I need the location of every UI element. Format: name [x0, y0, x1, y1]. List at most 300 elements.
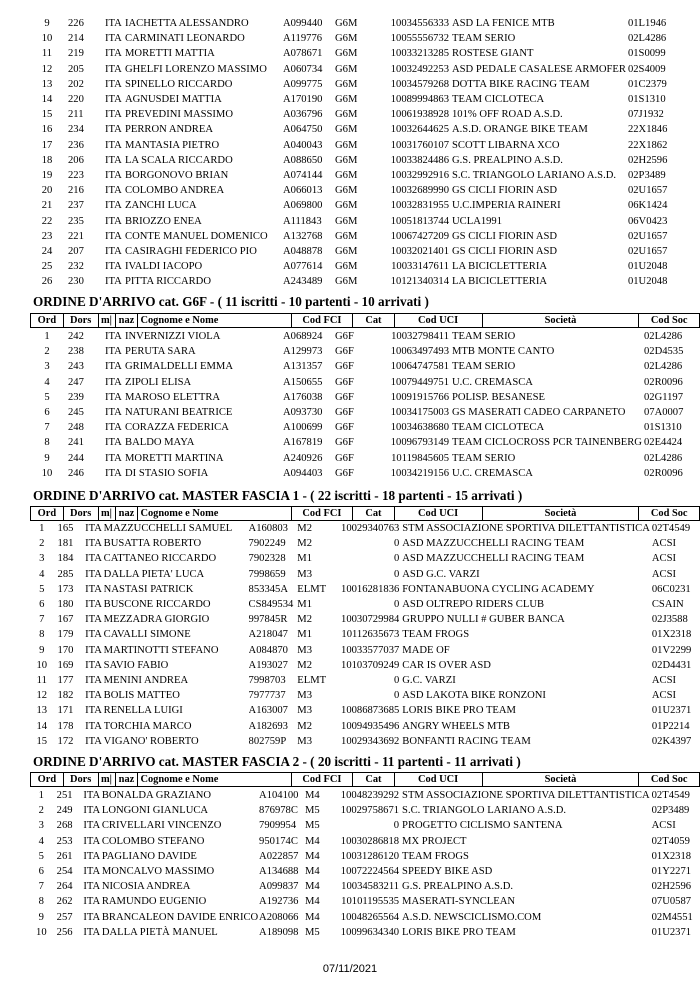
cell-name: NASTASI PATRICK: [103, 583, 194, 595]
g6f-results-table: [30, 329, 699, 481]
cell-naz: ITA: [85, 690, 102, 702]
cell-name: NATURANI BEATRICE: [125, 407, 233, 419]
cell-cat: G6F: [335, 391, 354, 403]
cell-soc: MTB MONTE CANTO: [452, 346, 555, 358]
cell-dors: 181: [57, 538, 74, 550]
cell-soc: STM ASSOCIAZIONE SPORTIVA DILETTANTISTICA: [402, 523, 650, 534]
cell-cod: 06V0423: [627, 215, 668, 227]
cell-naz: ITA: [85, 629, 102, 641]
cell-cat: G6M: [335, 154, 358, 166]
table-row: [30, 688, 700, 703]
header-uci: Cod UCI: [394, 507, 482, 521]
cell-fci: A243489: [283, 276, 323, 288]
cell-fci: A066013: [283, 185, 323, 197]
cell-cat: M4: [304, 790, 320, 801]
cell-ord: 12: [41, 63, 53, 75]
cell-dors: 235: [68, 215, 84, 227]
cell-uci: 10029758671: [340, 805, 400, 817]
cell-fci: A078671: [283, 48, 323, 60]
cell-soc: TEAM SERIO: [452, 331, 516, 342]
cell-fci: A040043: [283, 139, 323, 151]
cell-naz: ITA: [85, 599, 102, 611]
cell-soc: GS CICLI FIORIN ASD: [452, 230, 558, 242]
cell-soc: LORIS BIKE PRO TEAM: [402, 705, 516, 717]
cell-fci: A084870: [248, 644, 288, 656]
cell-cat: M3: [297, 735, 313, 747]
cell-uci: 10096793149: [390, 437, 449, 449]
cell-soc: CAR IS OVER ASD: [402, 659, 491, 671]
cell-name: CONTE MANUEL DOMENICO: [125, 230, 268, 242]
footer-date: 07/11/2021: [322, 963, 378, 975]
cell-cat: G6M: [335, 63, 358, 75]
cell-name: RAMUNDO EUGENIO: [101, 896, 207, 908]
cell-cat: M4: [304, 835, 320, 847]
cell-cat: M5: [304, 805, 320, 817]
cell-name: BALDO MAYA: [125, 437, 195, 449]
cell-ord: 12: [36, 690, 48, 702]
cell-cat: M1: [297, 629, 313, 641]
cell-ord: 14: [41, 94, 53, 106]
header-ord: Ord: [31, 314, 64, 328]
cell-soc: STM ASSOCIAZIONE SPORTIVA DILETTANTISTICA: [402, 790, 650, 801]
cell-cod: 02H2596: [651, 881, 692, 893]
cell-ord: 11: [41, 48, 53, 60]
cell-fci: A099440: [283, 18, 323, 29]
cell-fci: A111843: [283, 215, 322, 227]
table-row: [30, 910, 700, 925]
cell-name: SPINELLO RICCARDO: [125, 78, 233, 90]
header-cod: Cod Soc: [639, 507, 700, 521]
table-row: [30, 803, 700, 818]
cell-name: TORCHIA MARCO: [103, 720, 192, 732]
cell-naz: ITA: [83, 805, 101, 817]
cell-soc: TEAM FROGS: [402, 850, 469, 862]
cell-uci: 0: [393, 675, 400, 687]
cell-soc: ROSTESE GIANT: [452, 48, 534, 60]
cell-uci: 10119845605: [391, 452, 449, 464]
cell-uci: 10121340314: [390, 276, 449, 288]
cell-soc: A.S.D. NEWSCICLISMO.COM: [402, 911, 542, 923]
cell-dors: 230: [68, 276, 84, 288]
cell-cod: 02D4431: [651, 659, 692, 671]
cell-fci: 7998659: [248, 568, 286, 580]
cell-uci: 0: [393, 820, 400, 832]
cell-ord: 4: [39, 568, 45, 580]
header-cod: Cod Soc: [639, 773, 700, 787]
cell-dors: 243: [68, 361, 84, 373]
cell-dors: 256: [56, 926, 73, 938]
cell-cod: 02P3489: [651, 805, 690, 817]
table-row: [30, 551, 700, 566]
cell-name: MAROSO ELETTRA: [125, 391, 221, 403]
cell-uci: 0: [393, 599, 400, 611]
cell-name: VIGANO' ROBERTO: [103, 735, 199, 747]
cell-ord: 9: [39, 644, 45, 656]
cell-dors: 236: [68, 139, 84, 151]
cell-ord: 13: [36, 705, 48, 717]
cell-name: BRIOZZO ENEA: [125, 215, 202, 227]
cell-soc: GRUPPO NULLI # GUBER BANCA: [402, 614, 565, 626]
table-row: [30, 435, 699, 450]
cell-cat: G6F: [335, 407, 354, 419]
cell-dors: 211: [68, 109, 84, 121]
cell-dors: 254: [56, 866, 73, 878]
cell-fci: 7909954: [259, 820, 297, 832]
cell-soc: TEAM SERIO: [452, 452, 516, 464]
table-row: [30, 153, 683, 168]
cell-fci: 876978C: [259, 805, 298, 817]
cell-fci: 997845R: [248, 614, 288, 626]
cell-uci: 0: [393, 690, 400, 702]
cell-uci: 0: [393, 553, 400, 565]
cell-naz: ITA: [85, 523, 102, 534]
cell-fci: A100699: [283, 422, 323, 434]
cell-naz: ITA: [85, 735, 102, 747]
cell-uci: 10033147611: [391, 261, 449, 273]
cell-uci: 10034579268: [390, 78, 449, 90]
cell-uci: 10091915766: [390, 391, 449, 403]
cell-ord: 1: [38, 790, 44, 801]
cell-dors: 237: [68, 200, 84, 212]
cell-fci: 802759P: [248, 735, 287, 747]
cell-cat: M2: [297, 659, 313, 671]
cell-soc: ASD PEDALE CASALESE ARMOFER: [452, 63, 626, 75]
cell-cod: ACSI: [651, 820, 676, 832]
cell-naz: ITA: [83, 820, 101, 832]
cell-soc: ASD G.C. VARZI: [402, 568, 480, 580]
cell-fci: 7902328: [248, 553, 286, 565]
cell-cod: 07U0587: [651, 896, 692, 908]
cell-uci: 10048239292: [340, 790, 400, 801]
cell-soc: TEAM CICLOTECA: [452, 94, 545, 106]
cell-fci: 7998703: [248, 675, 286, 687]
cell-ord: 22: [41, 215, 53, 227]
cell-cat: G6F: [335, 422, 354, 434]
cell-soc: BONFANTI RACING TEAM: [402, 735, 531, 747]
cell-ord: 4: [38, 835, 44, 847]
cell-cod: 01P2214: [651, 720, 690, 732]
table-row: [30, 183, 683, 198]
cell-name: PAGLIANO DAVIDE: [101, 850, 197, 862]
cell-cat: G6M: [335, 33, 358, 45]
cell-name: CRIVELLARI VINCENZO: [101, 820, 222, 832]
cell-dors: 285: [57, 568, 74, 580]
cell-dors: 178: [57, 720, 74, 732]
cell-ord: 13: [41, 78, 53, 90]
cell-cod: 01L1946: [627, 18, 667, 29]
cell-name: LONGONI GIANLUCA: [101, 805, 209, 817]
cell-cod: 02T4549: [651, 523, 691, 534]
cell-naz: ITA: [105, 170, 122, 182]
cell-uci: 10079449751: [390, 376, 449, 388]
cell-name: BONALDA GRAZIANO: [101, 790, 212, 801]
cell-dors: 221: [68, 230, 84, 242]
cell-soc: S.C. TRIANGOLO LARIANO A.S.D.: [452, 170, 617, 182]
cell-uci: 10051813744: [390, 215, 449, 227]
cell-dors: 173: [57, 583, 74, 595]
cell-uci: 10072224564: [340, 866, 400, 878]
cell-cat: G6F: [335, 467, 354, 479]
cell-fci: A099775: [283, 78, 323, 90]
cell-fci: A077614: [283, 261, 323, 273]
cell-cat: M4: [304, 881, 320, 893]
cell-cod: 02T4549: [651, 790, 690, 801]
table-row: [30, 244, 683, 259]
cell-fci: 950174C: [259, 835, 298, 847]
table-row: [30, 894, 700, 909]
header-dors: Dors: [63, 773, 98, 787]
cell-uci: 10029340763: [341, 523, 400, 534]
header-name: Cognome e Nome: [138, 507, 291, 521]
cell-uci: 10034175003: [390, 407, 449, 419]
cell-dors: 214: [68, 33, 84, 45]
table-row: [30, 719, 700, 734]
cell-dors: 220: [68, 94, 84, 106]
cell-naz: ITA: [85, 675, 102, 687]
cell-ord: 1: [39, 523, 45, 534]
cell-naz: ITA: [105, 139, 122, 151]
cell-dors: 206: [68, 154, 84, 166]
cell-ord: 3: [38, 820, 44, 832]
cell-uci: 10064747581: [390, 361, 449, 373]
cell-name: INVERNIZZI VIOLA: [125, 331, 221, 342]
cell-cod: ACSI: [651, 568, 676, 580]
header-row: [31, 507, 700, 521]
cell-fci: A176038: [283, 391, 323, 403]
cell-soc: G.C. VARZI: [402, 675, 456, 687]
cell-ord: 1: [44, 331, 50, 342]
cell-fci: A132768: [283, 230, 323, 242]
cell-dors: 167: [57, 614, 74, 626]
cell-naz: ITA: [105, 276, 122, 288]
header-name: Cognome e Nome: [138, 314, 291, 328]
cell-ord: 15: [41, 109, 53, 121]
header-ord: Ord: [31, 507, 64, 521]
cell-dors: 226: [68, 18, 84, 29]
cell-ord: 6: [39, 599, 45, 611]
cell-cod: 02U1657: [627, 185, 668, 197]
cell-uci: 10029343692: [341, 735, 400, 747]
cell-cod: 02R0096: [643, 467, 683, 479]
cell-dors: 242: [68, 331, 84, 342]
cell-naz: ITA: [85, 568, 102, 580]
cell-ord: 20: [41, 185, 53, 197]
cell-cat: M1: [297, 553, 313, 565]
table-row: [30, 375, 699, 390]
header-name: Cognome e Nome: [138, 773, 291, 787]
cell-cat: G6F: [335, 376, 354, 388]
cell-soc: ASD MAZZUCCHELLI RACING TEAM: [402, 553, 585, 565]
cell-naz: ITA: [105, 261, 122, 273]
cell-naz: ITA: [105, 185, 122, 197]
cell-cod: 22X1846: [627, 124, 668, 136]
cell-name: CASIRAGHI FEDERICO PIO: [125, 246, 257, 258]
cell-name: BOLIS MATTEO: [103, 690, 180, 702]
table-row: [30, 344, 699, 359]
cell-naz: ITA: [105, 48, 122, 60]
cell-ord: 24: [41, 246, 53, 258]
cell-soc: U.C. CREMASCA: [452, 467, 533, 479]
cell-fci: A134688: [259, 866, 299, 878]
cell-naz: ITA: [85, 538, 102, 550]
cell-uci: 10101195535: [341, 896, 400, 908]
cell-soc: SCOTT LIBARNA XCO: [452, 139, 560, 151]
cell-dors: 219: [68, 48, 84, 60]
cell-dors: 245: [68, 407, 84, 419]
cell-uci: 10089994863: [390, 94, 449, 106]
cell-ord: 9: [44, 452, 50, 464]
table-row: [30, 46, 683, 61]
cell-cat: G6M: [335, 109, 358, 121]
cell-uci: 10033213285: [390, 48, 449, 60]
cell-ord: 2: [38, 805, 44, 817]
cell-soc: DOTTA BIKE RACING TEAM: [452, 78, 590, 90]
table-row: [30, 259, 683, 274]
cell-soc: TEAM SERIO: [452, 33, 516, 45]
cell-naz: ITA: [105, 109, 122, 121]
cell-name: CARMINATI LEONARDO: [125, 33, 245, 45]
cell-cod: 02E4424: [643, 437, 683, 449]
cell-naz: ITA: [83, 850, 101, 862]
cell-fci: A094403: [283, 467, 323, 479]
cell-naz: ITA: [105, 346, 122, 358]
cell-dors: 249: [56, 805, 73, 817]
header-row: [31, 773, 700, 787]
cell-ord: 21: [41, 200, 53, 212]
cell-uci: 10061938928: [390, 109, 449, 121]
cell-dors: 251: [56, 790, 73, 801]
cell-cat: M2: [297, 614, 313, 626]
cell-cat: G6M: [335, 246, 358, 258]
cell-name: CAVALLI SIMONE: [103, 629, 191, 641]
table-row: [30, 405, 699, 420]
cell-name: PITTA RICCARDO: [125, 276, 211, 288]
cell-fci: A167819: [283, 437, 323, 449]
table-row: [30, 879, 700, 894]
table-row: [30, 658, 700, 673]
cell-ord: 25: [41, 261, 53, 273]
cell-name: CATTANEO RICCARDO: [103, 553, 217, 565]
cell-cod: 01U2371: [651, 705, 692, 717]
cell-cat: G6M: [335, 276, 358, 288]
cell-ord: 3: [39, 553, 45, 565]
header-row: [31, 314, 700, 328]
cell-cat: ELMT: [297, 583, 327, 595]
cell-cod: 01Y2271: [651, 866, 692, 878]
cell-cod: 01C2379: [627, 78, 667, 90]
cell-naz: ITA: [85, 644, 102, 656]
header-mp: m|: [98, 507, 115, 521]
cell-ord: 10: [36, 926, 47, 938]
cell-uci: 10033577037: [341, 644, 400, 656]
cell-fci: A060734: [283, 63, 323, 75]
cell-naz: ITA: [83, 911, 101, 923]
cell-cod: ACSI: [651, 675, 676, 687]
table-row: [30, 864, 700, 879]
cell-naz: ITA: [105, 124, 122, 136]
header-naz: naz: [115, 507, 138, 521]
cell-naz: ITA: [85, 553, 102, 565]
cell-cod: 02L4286: [627, 33, 667, 45]
cell-dors: 241: [68, 437, 84, 449]
cell-soc: ASD LA FENICE MTB: [452, 18, 555, 29]
cell-uci: 10016281836: [341, 583, 400, 595]
cell-ord: 4: [44, 376, 50, 388]
header-fci: Cod FCI: [291, 773, 353, 787]
cell-cat: G6F: [335, 361, 354, 373]
cell-naz: ITA: [83, 790, 101, 801]
cell-name: MEZZADRA GIORGIO: [103, 614, 210, 626]
cell-name: BORGONOVO BRIAN: [125, 170, 229, 182]
cell-name: NICOSIA ANDREA: [101, 881, 191, 893]
cell-cat: M5: [304, 926, 320, 938]
cell-naz: ITA: [85, 720, 102, 732]
cell-uci: 10099634340: [340, 926, 400, 938]
table-row: [30, 229, 683, 244]
table-row: [30, 77, 683, 92]
cell-soc: SPEEDY BIKE ASD: [402, 866, 493, 878]
cell-dors: 268: [56, 820, 73, 832]
cell-uci: 10112635673: [341, 629, 400, 641]
cell-cat: G6F: [335, 331, 354, 342]
cell-ord: 5: [44, 391, 50, 403]
cell-dors: 207: [68, 246, 84, 258]
cell-cat: G6M: [335, 185, 358, 197]
cell-dors: 216: [68, 185, 84, 197]
cell-ord: 2: [39, 538, 45, 550]
cell-uci: 10032992916: [390, 170, 449, 182]
cell-name: DALLA PIETA' LUCA: [103, 568, 205, 580]
cell-naz: ITA: [105, 200, 122, 212]
table-row: [30, 138, 683, 153]
m2-column-headers: [30, 772, 700, 787]
cell-soc: ANGRY WHEELS MTB: [402, 720, 510, 732]
cell-soc: POLISP. BESANESE: [452, 391, 546, 403]
m2-section-title: ORDINE D'ARRIVO cat. MASTER FASCIA 2 - ( 20 iscritti - 11 partenti - 11 arrivati ): [33, 754, 521, 769]
cell-uci: 10032689990: [390, 185, 449, 197]
cell-dors: 202: [68, 78, 84, 90]
cell-ord: 8: [38, 896, 44, 908]
header-soc: Società: [482, 773, 639, 787]
table-row: [30, 818, 700, 833]
cell-dors: 184: [57, 553, 74, 565]
cell-fci: A189098: [259, 926, 299, 938]
table-row: [30, 198, 683, 213]
cell-ord: 10: [36, 659, 48, 671]
m1-column-headers: [30, 506, 700, 521]
cell-cat: M5: [304, 820, 320, 832]
cell-ord: 8: [44, 437, 50, 449]
g6m-results-table: [30, 16, 683, 290]
table-row: [30, 16, 683, 31]
cell-fci: A160803: [248, 523, 288, 534]
cell-naz: ITA: [105, 215, 122, 227]
cell-soc: ASD OLTREPO RIDERS CLUB: [402, 599, 545, 611]
g6f-section-title: ORDINE D'ARRIVO cat. G6F - ( 11 iscritti - 10 partenti - 10 arrivati ): [33, 294, 429, 309]
header-naz: naz: [115, 314, 138, 328]
cell-cod: 02L4286: [643, 331, 683, 342]
cell-naz: ITA: [105, 63, 122, 75]
cell-dors: 232: [68, 261, 84, 273]
cell-cod: 02P3489: [627, 170, 666, 182]
header-ord: Ord: [31, 773, 64, 787]
cell-ord: 7: [39, 614, 45, 626]
g6f-column-headers: [30, 313, 700, 328]
cell-uci: 10031760107: [390, 139, 449, 151]
table-row: [30, 536, 700, 551]
cell-cod: 01U2048: [627, 261, 668, 273]
cell-soc: MASERATI-SYNCLEAN: [402, 896, 516, 908]
